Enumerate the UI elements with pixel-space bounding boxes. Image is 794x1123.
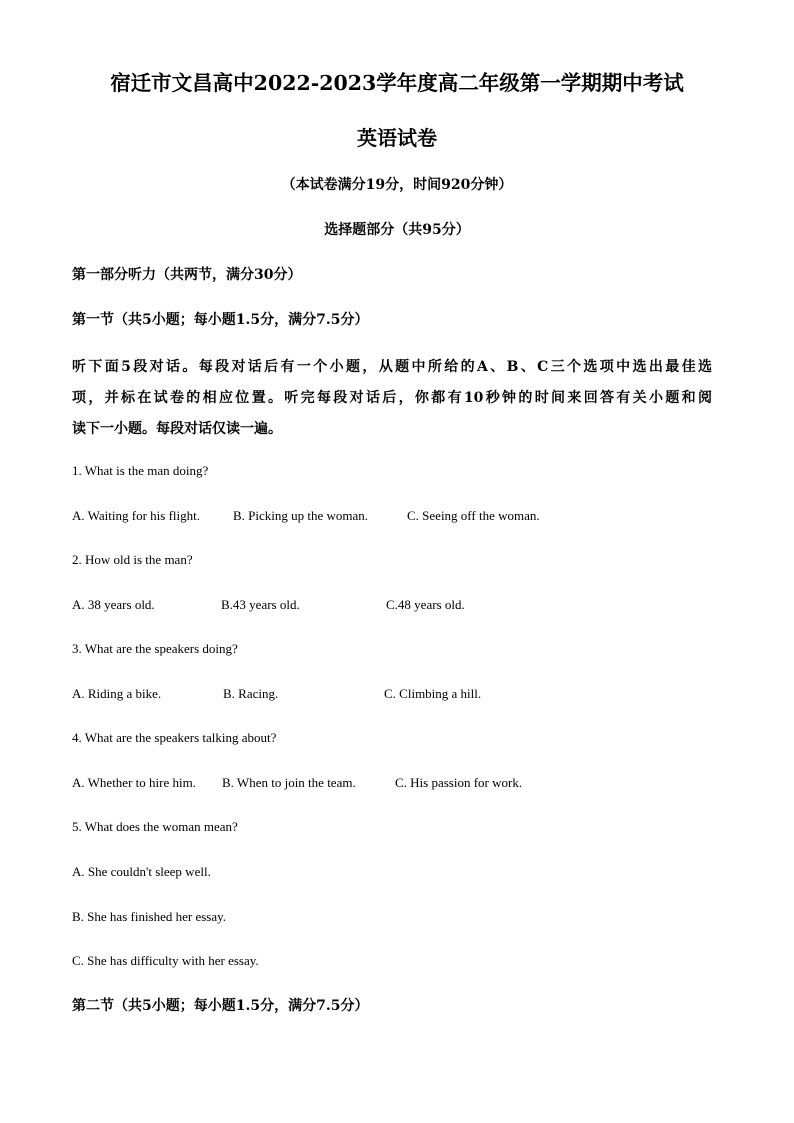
question-5-stem: 5. What does the woman mean?	[72, 819, 238, 834]
question-1-option-b: B. Picking up the woman.	[233, 508, 369, 523]
question-2-option-a: A. 38 years old.	[72, 597, 155, 612]
question-4-option-a: A. Whether to hire him.	[72, 775, 196, 790]
instruction-line: 项，并标在试卷的相应位置。听完每段对话后，你都有10秒钟的时间来回答有关小题和阅	[72, 390, 712, 406]
question-5-option-c: C. She has difficulty with her essay.	[72, 953, 259, 968]
question-3-stem: 3. What are the speakers doing?	[72, 641, 238, 656]
question-5-option-b: B. She has finished her essay.	[72, 909, 227, 924]
instruction-line: 读下一小题。每段对话仅读一遍。	[72, 421, 282, 437]
section2-heading: 第二节（共5小题；每小题1.5分，满分7.5分）	[72, 998, 369, 1014]
question-1-option-c: C. Seeing off the woman.	[407, 508, 540, 523]
section1-heading: 第一节（共5小题；每小题1.5分，满分7.5分）	[72, 312, 369, 328]
exam-note: （本试卷满分19分，时间920分钟）	[281, 177, 513, 193]
part1-heading: 第一部分听力（共两节，满分30分）	[72, 267, 302, 283]
question-5-option-a: A. She couldn't sleep well.	[72, 864, 211, 879]
listening-instructions	[72, 352, 712, 445]
exam-subject: 英语试卷	[357, 126, 437, 150]
question-3-option-c: C. Climbing a hill.	[384, 686, 482, 701]
question-2-option-c: C.48 years old.	[386, 597, 465, 612]
question-3-option-a: A. Riding a bike.	[72, 686, 162, 701]
question-4-option-b: B. When to join the team.	[222, 775, 356, 790]
question-1-option-a: A. Waiting for his flight.	[72, 508, 200, 523]
question-2-stem: 2. How old is the man?	[72, 552, 193, 567]
exam-title: 宿迁市文昌高中2022-2023学年度高二年级第一学期期中考试	[110, 71, 684, 95]
question-4-stem: 4. What are the speakers talking about?	[72, 730, 277, 745]
instruction-line: 听下面5段对话。每段对话后有一个小题，从题中所给的A、B、C三个选项中选出最佳选	[72, 359, 712, 375]
question-4-option-c: C. His passion for work.	[395, 775, 523, 790]
question-2-option-b: B.43 years old.	[221, 597, 300, 612]
question-1-stem: 1. What is the man doing?	[72, 463, 209, 478]
choice-part-heading: 选择题部分（共95分）	[324, 222, 470, 238]
question-3-option-b: B. Racing.	[223, 686, 279, 701]
